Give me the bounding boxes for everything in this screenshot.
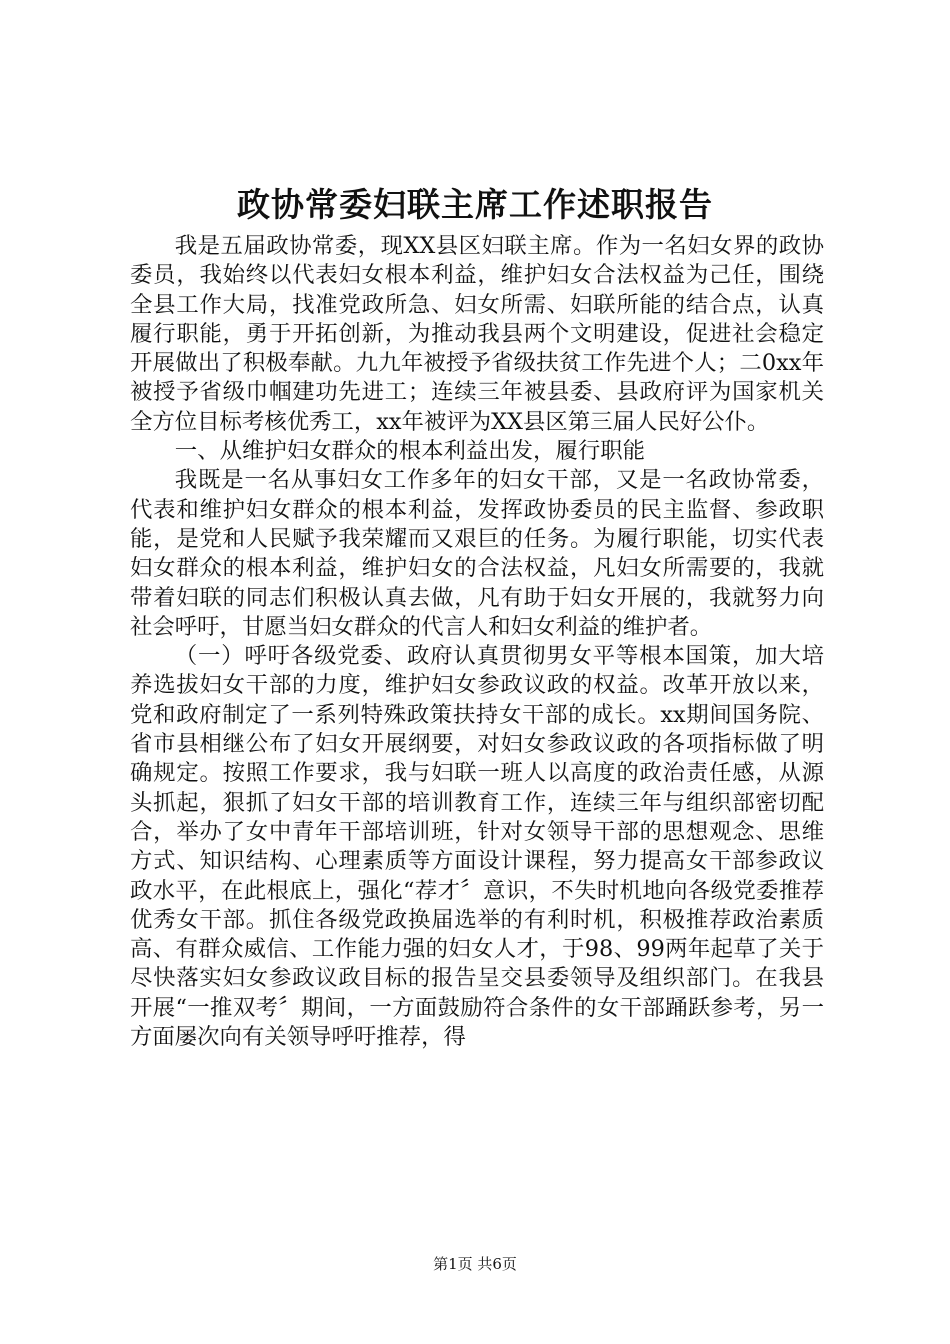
page-footer: 第1页 共6页 (433, 1255, 517, 1273)
document-title: 政协常委妇联主席工作述职报告 (237, 185, 713, 224)
paragraph-subsection-1: （一）呼吁各级党委、政府认真贯彻男女平等根本国策，加大培养选拔妇女干部的力度，维护妇女参政议政的权益。改革开放以来，党和政府制定了一系列特殊政策扶持女干部的成长。xx期间国务院、省市县相继公布了妇女开展纲要，对妇女参政议政的各项指标做了明确规定。按照工作要求，我与妇联一班人以高度的政治责任感，从源头抓起，狠抓了妇女干部的培训教育工作，连续三年与组织部密切配合，举办了女中青年干部培训班，针对女领导干部的思想观念、思维方式、知识结构、心理素质等方面设计课程，努力提高女干部参政议政水平，在此根底上，强化“荐才〞意识，不失时机地向各级党委推荐优秀女干部。抓住各级党政换届选举的有利时机，积极推荐政治素质高、有群众威信、工作能力强的妇女人才，于98、99两年起草了关于尽快落实妇女参政议政目标的报告呈交县委领导及组织部门。在我县开展“一推双考〞期间，一方面鼓励符合条件的女干部踊跃参考，另一方面屡次向有关领导呼吁推荐，得 (130, 643, 824, 1051)
section-heading-1: 一、从维护妇女群众的根本利益出发，履行职能 (174, 438, 645, 465)
paragraph-intro: 我是五届政协常委，现XX县区妇联主席。作为一名妇女界的政协委员，我始终以代表妇女根本利益，维护妇女合法权益为己任，围绕全县工作大局，找准党政所急、妇女所需、妇联所能的结合点，认真履行职能，勇于开拓创新，为推动我县两个文明建设，促进社会稳定开展做出了积极奉献。九九年被授予省级扶贫工作先进个人；二0xx年被授予省级巾帼建功先进工；连续三年被县委、县政府评为国家机关全方位目标考核优秀工，xx年被评为XX县区第三届人民好公仆。 (130, 233, 824, 435)
document-body (130, 232, 824, 1052)
paragraph-section-1: 我既是一名从事妇女工作多年的妇女干部，又是一名政协常委，代表和维护妇女群众的根本利益，发挥政协委员的民主监督、参政职能，是党和人民赋予我荣耀而又艰巨的任务。为履行职能，切实代表妇女群众的根本利益，维护妇女的合法权益，凡妇女所需要的，我就带着妇联的同志们积极认真去做，凡有助于妇女开展的，我就努力向社会呼吁，甘愿当妇女群众的代言人和妇女利益的维护者。 (130, 467, 824, 640)
